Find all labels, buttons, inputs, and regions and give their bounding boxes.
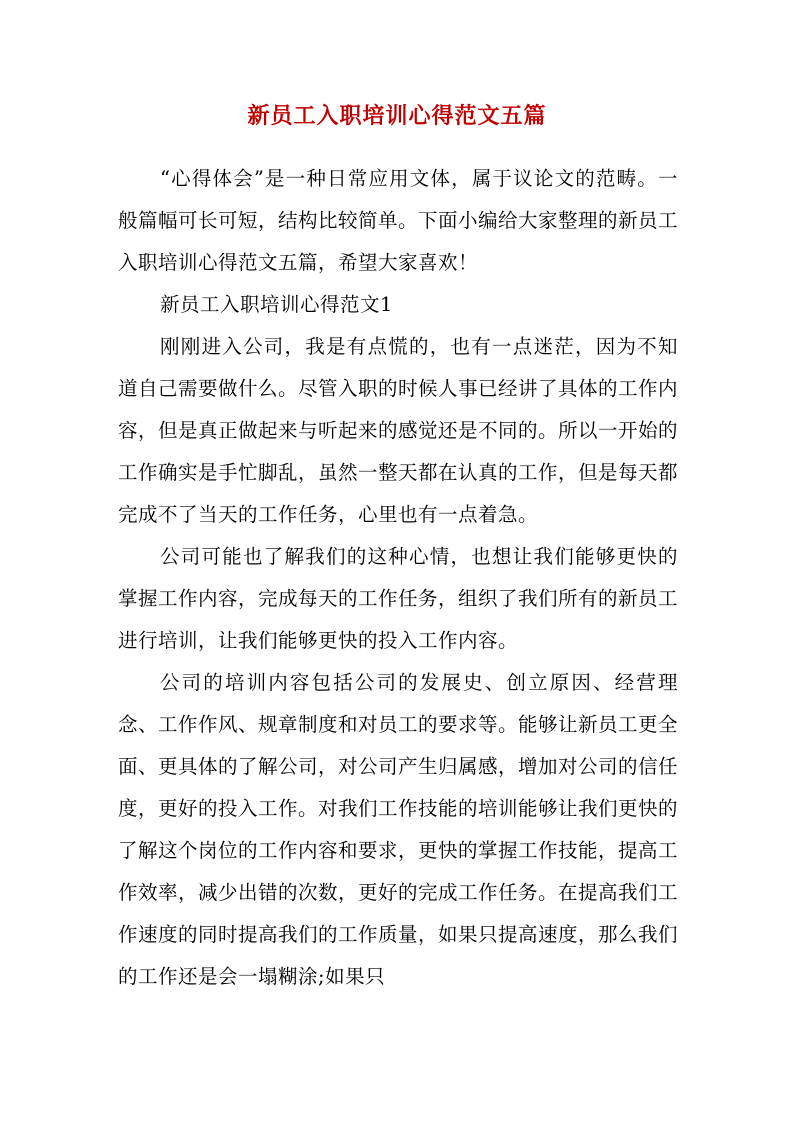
body-paragraph: 公司的培训内容包括公司的发展史、创立原因、经营理念、工作作风、规章制度和对员工的要求等。能够让新员工更全面、更具体的了解公司，对公司产生归属感，增加对公司的信任度，更好的投入工作。对我们工作技能的培训能够让我们更快的了解这个岗位的工作内容和要求，更快的掌握工作技能，提高工作效率，减少出错的次数，更好的完成工作任务。在提高我们工作速度的同时提高我们的工作质量，如果只提高速度，那么我们的工作还是会一塌糊涂;如果只	[118, 671, 679, 988]
body-paragraph: 刚刚进入公司，我是有点慌的，也有一点迷茫，因为不知道自己需要做什么。尽管入职的时候人事已经讲了具体的工作内容，但是真正做起来与听起来的感觉还是不同的。所以一开始的工作确实是手忙脚乱，虽然一整天都在认真的工作，但是每天都完成不了当天的工作任务，心里也有一点着急。	[118, 335, 679, 526]
intro-paragraph: “心得体会”是一种日常应用文体，属于议论文的范畴。一般篇幅可长可短，结构比较简单。下面小编给大家整理的新员工入职培训心得范文五篇，希望大家喜欢！	[118, 167, 679, 274]
document-title: 新员工入职培训心得范文五篇	[247, 103, 547, 129]
body-paragraph: 公司可能也了解我们的这种心情，也想让我们能够更快的掌握工作内容，完成每天的工作任务，组织了我们所有的新员工进行培训，让我们能够更快的投入工作内容。	[118, 545, 679, 652]
document-body	[118, 158, 678, 998]
section-heading: 新员工入职培训心得范文1	[160, 293, 393, 316]
